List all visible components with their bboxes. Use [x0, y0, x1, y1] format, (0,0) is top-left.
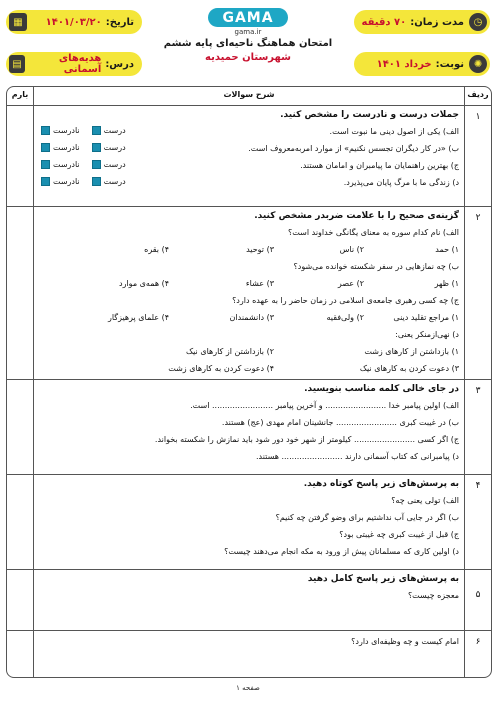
question-number: ۲ — [475, 213, 481, 223]
header-score-col: بارم — [11, 90, 29, 99]
city-title: شهرستان حمیدیه — [205, 52, 291, 63]
question-row-5 — [7, 570, 491, 631]
table-header — [7, 87, 491, 106]
false-label: نادرست — [53, 160, 80, 169]
question-heading: گزینه‌ی صحیح را با علامت ضربدر مشخص کنید. — [254, 211, 459, 221]
false-checkbox[interactable] — [41, 143, 50, 152]
mc-option[interactable]: ۲) عصر — [337, 279, 364, 288]
fill-blank-item[interactable]: ج) اگر کسی ........................ کیلومتر از شهر خود دور شود باید نمازش را شکسته بخواند. — [154, 435, 459, 444]
tf-statement: ب) «در کار دیگران تجسس نکنیم» از موارد امربه‌معروف است. — [248, 144, 459, 153]
short-answer-item: د) اولین کاری که مسلمانان پیش از ورود به مکه انجام می‌دهند چیست؟ — [224, 547, 459, 556]
fill-blank-item[interactable]: الف) اولین پیامبر خدا ........................ و آخرین پیامبر ........................ است. — [190, 401, 459, 410]
true-label: درست — [103, 126, 126, 135]
tf-item — [41, 176, 459, 193]
mc-option[interactable]: ۲) ولی‌فقیه — [326, 313, 364, 322]
sun-icon: ✺ — [469, 55, 487, 73]
true-label: درست — [103, 177, 126, 186]
mc-option[interactable]: ۲) بازداشتن از کارهای نیک — [185, 347, 274, 356]
false-checkbox[interactable] — [41, 160, 50, 169]
page-number: صفحه ۱ — [236, 684, 260, 692]
short-answer-item: ج) قبل از غیبت کبری چه غیبتی بود؟ — [339, 530, 459, 539]
question-number: ۴ — [475, 481, 481, 491]
shift-label: نوبت: — [435, 58, 464, 70]
question-heading: در جای خالی کلمه مناسب بنویسید. — [304, 384, 459, 394]
tf-statement: د) زندگی ما با مرگ پایان می‌پذیرد. — [343, 178, 459, 187]
mc-question: د) نهی‌ازمنکر یعنی: — [395, 330, 459, 339]
exam-header — [6, 6, 490, 80]
date-pill — [6, 10, 142, 34]
tf-statement: الف) یکی از اصول دینی ما نبوت است. — [329, 127, 459, 136]
mc-question: الف) نام کدام سوره به معنای یگانگی خداوند است؟ — [288, 228, 459, 237]
mc-option[interactable]: ۳) عشاء — [245, 279, 274, 288]
mc-option[interactable]: ۲) ناس — [339, 245, 364, 254]
false-label: نادرست — [53, 126, 80, 135]
question-number: ۳ — [475, 386, 481, 396]
shift-value: خرداد ۱۴۰۱ — [376, 58, 432, 70]
question-row-6 — [7, 631, 491, 677]
header-desc-col: شرح سوالات — [223, 90, 275, 99]
long-answer-item: امام کیست و چه وظیفه‌ای دارد؟ — [351, 637, 459, 646]
logo-subtitle: gama.ir — [234, 28, 262, 36]
fill-blank-item[interactable]: ب) در غیبت کبری ........................ جانشینان امام مهدی (عج) هستند. — [221, 418, 459, 427]
mc-question: ج) چه کسی رهبری جامعه‌ی اسلامی در زمان حاضر را به عهده دارد؟ — [232, 296, 459, 305]
true-label: درست — [103, 143, 126, 152]
mc-option[interactable]: ۳) توحید — [246, 245, 274, 254]
mc-question: ب) چه نمازهایی در سفر شکسته خوانده می‌شود؟ — [293, 262, 459, 271]
question-number: ۱ — [475, 112, 481, 122]
shift-pill — [354, 52, 490, 76]
questions-table — [6, 86, 492, 678]
mc-option[interactable]: ۳) دانشمندان — [229, 313, 274, 322]
long-answer-item: معجزه چیست؟ — [407, 591, 459, 600]
mc-option[interactable]: ۴) همه‌ی موارد — [119, 279, 169, 288]
question-row-3 — [7, 380, 491, 475]
true-checkbox[interactable] — [92, 160, 101, 169]
true-label: درست — [103, 160, 126, 169]
clock-icon: ◷ — [469, 13, 487, 31]
mc-option[interactable]: ۳) دعوت کردن به کارهای نیک — [359, 364, 459, 373]
duration-pill — [354, 10, 490, 34]
subject-value: هدیه‌های آسمانی — [58, 53, 102, 75]
tf-item — [41, 159, 459, 176]
calendar-icon: ▦ — [9, 13, 27, 31]
false-label: نادرست — [53, 177, 80, 186]
question-row-4 — [7, 475, 491, 570]
question-number: ۶ — [475, 637, 481, 647]
mc-option[interactable]: ۴) دعوت کردن به کارهای زشت — [168, 364, 274, 373]
header-row-col: ردیف — [467, 90, 489, 99]
question-heading: جملات درست و نادرست را مشخص کنید. — [280, 110, 459, 120]
tf-statement: ج) بهترین راهنمایان ما پیامبران و امامان هستند. — [300, 161, 459, 170]
mc-option[interactable]: ۱) مراجع تقلید دینی — [393, 313, 459, 322]
date-value: ۱۴۰۱/۰۳/۲۰ — [45, 16, 102, 28]
date-label: تاریخ: — [105, 16, 134, 28]
false-checkbox[interactable] — [41, 177, 50, 186]
mc-option[interactable]: ۴) بقره — [144, 245, 169, 254]
mc-option[interactable]: ۱) حمد — [435, 245, 459, 254]
question-row-1 — [7, 106, 491, 207]
gama-logo: GAMA — [208, 8, 287, 27]
question-heading: به پرسش‌های زیر پاسخ کوتاه دهید. — [303, 479, 459, 489]
short-answer-item: الف) تولی یعنی چه؟ — [391, 496, 459, 505]
true-checkbox[interactable] — [92, 126, 101, 135]
book-icon: ▤ — [9, 55, 25, 73]
subject-pill — [6, 52, 142, 76]
false-checkbox[interactable] — [41, 126, 50, 135]
duration-value: ۷۰ دقیقه — [361, 16, 407, 28]
mc-option[interactable]: ۴) علمای پرهیزگار — [107, 313, 169, 322]
question-row-2 — [7, 207, 491, 380]
mc-option[interactable]: ۱) بازداشتن از کارهای زشت — [364, 347, 459, 356]
mc-option[interactable]: ۱) ظهر — [434, 279, 459, 288]
tf-item — [41, 142, 459, 159]
exam-title: امتحان هماهنگ ناحیه‌ای پایه ششم — [163, 38, 333, 49]
fill-blank-item[interactable]: د) پیامبرانی که کتاب آسمانی دارند ........................ هستند. — [256, 452, 459, 461]
tf-item — [41, 125, 459, 142]
short-answer-item: ب) اگر در جایی آب نداشتیم برای وضو گرفتن چه کنیم؟ — [275, 513, 459, 522]
subject-label: درس: — [105, 58, 134, 70]
true-checkbox[interactable] — [92, 177, 101, 186]
true-checkbox[interactable] — [92, 143, 101, 152]
question-number: ۵ — [475, 590, 481, 600]
header-center — [138, 6, 358, 80]
question-heading: به پرسش‌های زیر پاسخ کامل دهید — [307, 574, 459, 584]
duration-label: مدت زمان: — [410, 16, 464, 28]
false-label: نادرست — [53, 143, 80, 152]
